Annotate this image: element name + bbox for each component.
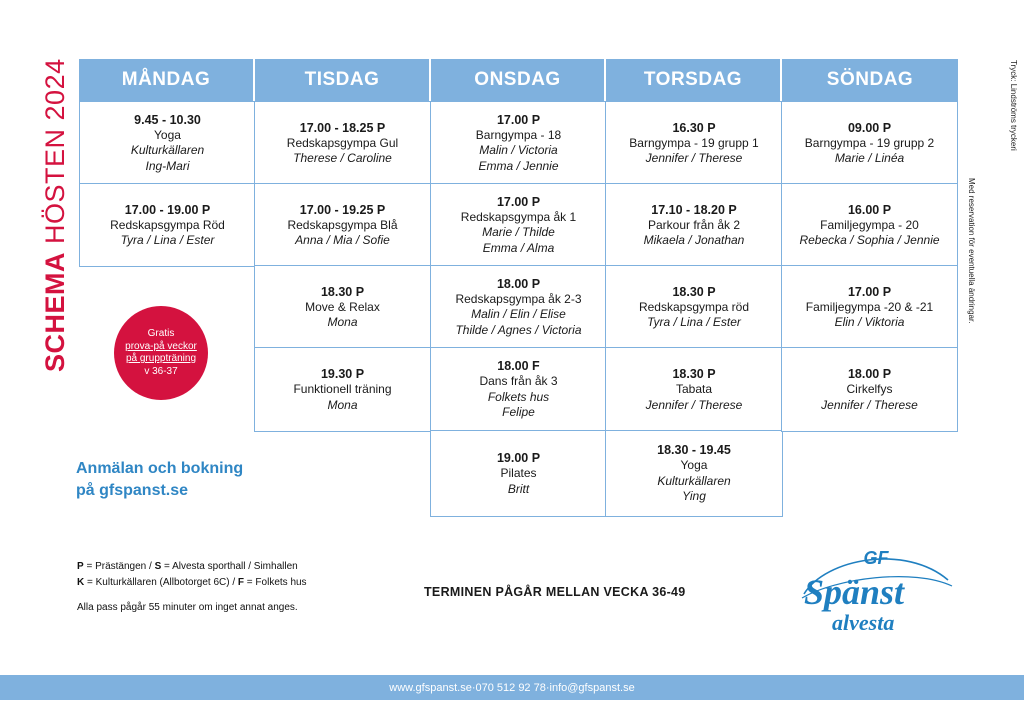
badge-line: v 36-37 (144, 365, 178, 377)
day-header-wednesday: ONSDAG (431, 59, 606, 101)
session-activity: Familjegympa -20 & -21 (805, 299, 934, 314)
footer-website-link[interactable]: www.gfspanst.se (389, 681, 472, 694)
session-activity: Redskapsgympa åk 1 (460, 209, 577, 224)
session-time: 17.00 - 19.00 P (124, 202, 211, 217)
day-header-sunday: SÖNDAG (782, 59, 958, 101)
session-activity: Parkour från åk 2 (647, 217, 741, 232)
session-leaders: Kulturkällaren (130, 143, 205, 158)
badge-line: Gratis (147, 328, 175, 339)
session-cell (781, 101, 958, 185)
badge-line: på gruppträning (125, 353, 197, 364)
session-activity: Pilates (500, 466, 537, 481)
reservation-note: Med reservation för eventuella ändringar. (967, 178, 976, 324)
session-activity: Tabata (675, 382, 713, 397)
session-time: 17.00 - 19.25 P (299, 202, 386, 217)
session-leaders: Emma / Jennie (478, 158, 559, 173)
session-time: 17.00 P (496, 112, 541, 127)
session-time: 09.00 P (847, 120, 892, 135)
session-activity: Yoga (680, 458, 708, 473)
session-leaders: Malin / Elin / Elise (471, 307, 566, 322)
session-time: 18.30 P (320, 284, 365, 299)
session-activity: Redskapsgympa Blå (287, 217, 398, 232)
day-header-thursday: TORSDAG (606, 59, 782, 101)
session-activity: Cirkelfys (846, 382, 893, 397)
booking-link[interactable]: på gfspanst.se (76, 482, 189, 500)
session-time: 18.30 P (672, 284, 716, 299)
session-time: 17.00 P (847, 284, 892, 299)
session-activity: Redskapsgympa Gul (286, 135, 399, 150)
session-cell (254, 101, 431, 185)
session-activity: Yoga (154, 127, 181, 142)
schedule-grid (79, 59, 958, 517)
session-activity: Barngympa - 18 (475, 127, 562, 142)
printer-note: Tryck: Lindströms tryckeri (1009, 60, 1018, 151)
schedule-title: SCHEMA HÖSTEN 2024 (40, 58, 70, 372)
session-leaders: Jennifer / Therese (821, 397, 918, 412)
session-cell (430, 430, 607, 517)
footer-email-link[interactable]: info@gfspanst.se (549, 681, 635, 694)
session-leaders: Mona (327, 315, 358, 329)
footer-separator: · (471, 681, 476, 694)
session-time: 17.00 - 18.25 P (299, 120, 386, 135)
session-cell (781, 183, 958, 267)
session-leaders: Jennifer / Therese (645, 151, 743, 165)
session-cell (430, 101, 607, 185)
session-leaders: Emma / Alma (482, 240, 555, 255)
session-activity: Barngympa - 19 grupp 1 (629, 135, 759, 150)
session-time: 18.30 - 19.45 (657, 443, 731, 458)
booking-info (76, 458, 243, 503)
session-leaders: Marie / Linéa (834, 151, 905, 165)
session-activity: Barngympa - 19 grupp 2 (804, 135, 935, 150)
session-cell (605, 101, 783, 185)
session-cell (781, 265, 958, 349)
session-leaders: Felipe (502, 405, 535, 420)
session-cell (605, 265, 783, 349)
session-leaders: Malin / Victoria (479, 143, 558, 158)
session-activity: Dans från åk 3 (479, 374, 558, 389)
duration-note: Alla pass pågår 55 minuter om inget annat anges. (77, 602, 298, 613)
location-legend (77, 559, 307, 616)
session-leaders: Thilde / Agnes / Victoria (455, 322, 582, 337)
session-leaders: Tyra / Lina / Ester (120, 233, 215, 247)
session-leaders: Rebecka / Sophia / Jennie (799, 233, 940, 247)
session-time: 9.45 - 10.30 (134, 112, 201, 127)
session-leaders: Therese / Caroline (293, 151, 392, 165)
session-cell (605, 183, 783, 267)
session-leaders: Jennifer / Therese (645, 397, 743, 412)
session-leaders: Britt (507, 481, 530, 496)
session-leaders: Tyra / Lina / Ester (647, 315, 741, 329)
legend-line-1: P = Prästängen / S = Alvesta sporthall / Simhallen (77, 561, 298, 572)
session-leaders: Folkets hus (487, 389, 550, 404)
session-time: 18.00 F (497, 359, 540, 374)
session-time: 18.30 P (672, 367, 716, 382)
session-leaders: Elin / Viktoria (834, 315, 905, 329)
session-time: 19.30 P (320, 367, 365, 382)
session-time: 18.00 P (847, 367, 892, 382)
legend-line-2: K = Kulturkällaren (Allbotorget 6C) / F = Folkets hus (77, 576, 307, 588)
booking-line: Anmälan och bokning (76, 460, 244, 477)
session-cell (605, 347, 783, 432)
session-time: 18.00 P (496, 276, 541, 291)
session-cell (254, 265, 431, 349)
session-activity: Redskapsgympa Röd (110, 217, 225, 232)
free-trial-badge (114, 306, 208, 400)
footer-phone[interactable]: 070 512 92 78 (475, 681, 546, 694)
term-info: TERMINEN PÅGÅR MELLAN VECKA 36-49 (424, 585, 686, 599)
gf-spanst-alvesta-logo (796, 540, 956, 636)
session-activity: Familjegympa - 20 (820, 217, 919, 232)
session-cell (605, 430, 783, 517)
session-leaders: Anna / Mia / Sofie (295, 233, 390, 247)
badge-line: prova-på veckor (125, 340, 197, 352)
session-time: 19.00 P (496, 451, 541, 466)
session-activity: Move & Relax (305, 299, 380, 314)
day-header-monday: MÅNDAG (79, 59, 255, 101)
logo-alvesta-text: alvesta (832, 610, 895, 635)
session-cell (430, 265, 607, 349)
session-cell (254, 183, 431, 267)
session-cell (79, 101, 256, 185)
session-time: 16.30 P (672, 120, 716, 135)
session-cell (430, 183, 607, 267)
session-leaders: Ing-Mari (145, 158, 190, 173)
session-leaders: Mona (327, 397, 358, 412)
session-time: 16.00 P (847, 202, 892, 217)
session-activity: Funktionell träning (293, 382, 392, 397)
session-cell (781, 347, 958, 432)
day-header-tuesday: TISDAG (255, 59, 431, 101)
footer-contact-bar (0, 675, 1024, 700)
session-cell (79, 183, 256, 267)
session-cell (254, 347, 431, 432)
session-activity: Redskapsgympa röd (638, 299, 750, 314)
logo-spanst-text: Spänst (804, 572, 905, 612)
session-activity: Redskapsgympa åk 2-3 (455, 291, 582, 306)
session-leaders: Kulturkällaren (657, 473, 731, 488)
footer-separator: · (545, 681, 550, 694)
session-time: 17.00 P (496, 194, 541, 209)
session-leaders: Ying (682, 489, 706, 504)
session-cell (430, 347, 607, 432)
logo-gf-text: GF (863, 548, 889, 568)
session-time: 17.10 - 18.20 P (651, 202, 737, 217)
session-leaders: Marie / Thilde (482, 225, 555, 240)
session-leaders: Mikaela / Jonathan (643, 233, 745, 247)
